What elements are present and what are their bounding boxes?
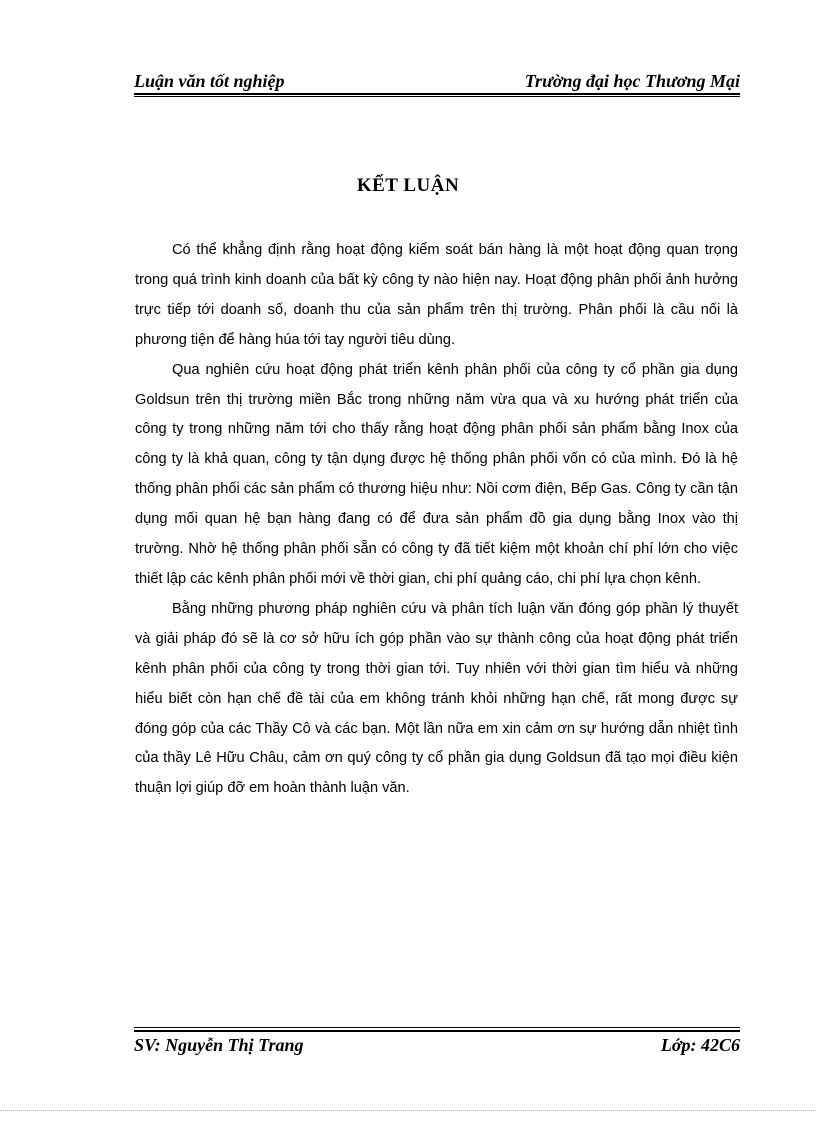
footer-divider xyxy=(134,1027,740,1028)
footer-class: Lớp: 42C6 xyxy=(660,1035,740,1055)
header-divider xyxy=(134,96,740,97)
page-title: KẾT LUẬN xyxy=(356,175,460,196)
page-footer xyxy=(134,1030,740,1054)
page-bottom-border xyxy=(0,1110,816,1111)
paragraph-3: Bằng những phương pháp nghiên cứu và phân tích luận văn đóng góp phần lý thuyết và giải pháp đó sẽ là cơ sở hữu ích góp phần vào sự thành công của hoạt động phát triển kênh phân phối của công ty trong thời gian tới. Tuy nhiên với thời gian tìm hiểu và những hiểu biết còn hạn chế đề tài của em không tránh khỏi những hạn chế, rất mong được sự đóng góp của các Thầy Cô và các bạn. Một lần nữa em xin cảm ơn sự hướng dẫn nhiệt tình của thầy Lê Hữu Châu, cảm ơn quý công ty cổ phần gia dụng Goldsun đã tạo mọi điều kiện thuận lợi giúp đỡ em hoàn thành luận văn. xyxy=(135,600,738,797)
footer-student-name: SV: Nguyễn Thị Trang xyxy=(134,1035,304,1055)
header-university-name: Trường đại học Thương Mại xyxy=(524,71,740,91)
body-text xyxy=(135,236,738,804)
header-thesis-label: Luận văn tốt nghiệp xyxy=(134,71,285,91)
page-header xyxy=(134,71,740,95)
paragraph-2: Qua nghiên cứu hoạt động phát triển kênh phân phối của công ty cổ phần gia dụng Goldsun trên thị trường miền Bắc trong những năm vừa qua và xu hướng phát triển của công ty trong những năm tới cho thấy rằng hoạt động phân phối sản phẩm bằng Inox của công ty là khả quan, công ty tận dụng được hệ thống phân phối vốn có của mình. Đó là hệ thống phân phối các sản phẩm có thương hiệu như: Nồi cơm điện, Bếp Gas. Công ty cần tận dụng mối quan hệ bạn hàng đang có để đưa sản phẩm đồ gia dụng bằng Inox vào thị trường. Nhờ hệ thống phân phối sẵn có công ty đã tiết kiệm một khoản chí phí lớn cho việc thiết lập các kênh phân phối mới về thời gian, chi phí quảng cáo, chi phí lựa chọn kênh. xyxy=(135,361,738,587)
paragraph-1: Có thể khẳng định rằng hoạt động kiểm soát bán hàng là một hoạt động quan trọng trong quá trình kinh doanh của bất kỳ công ty nào hiện nay. Hoạt động phân phối ảnh hưởng trực tiếp tới doanh số, doanh thu của sản phẩm trên thị trường. Phân phối là cầu nối là phương tiện để hàng húa tới tay người tiêu dùng. xyxy=(135,242,738,348)
